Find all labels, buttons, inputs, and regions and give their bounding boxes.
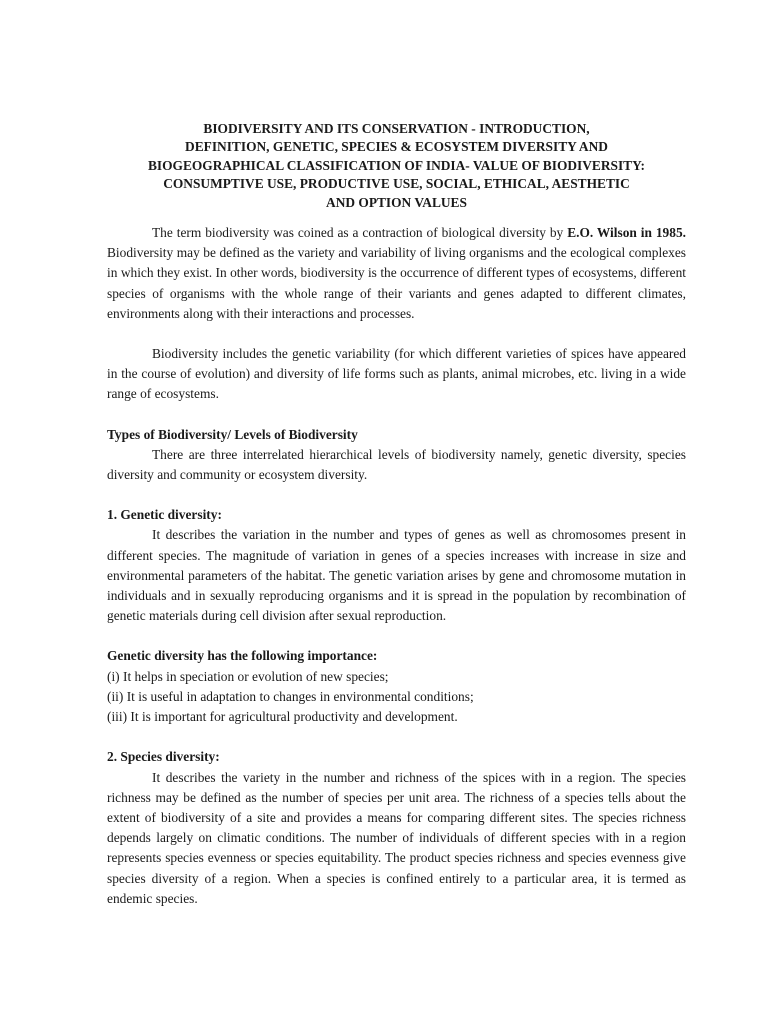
list-item: (i) It helps in speciation or evolution of new species; [107,668,389,684]
title-line: BIODIVERSITY AND ITS CONSERVATION - INTRODUCTION, [203,121,590,136]
genetic-importance-heading: Genetic diversity has the following importance: [107,648,378,664]
spacer [107,405,686,425]
spacer [107,727,686,747]
spacer [107,485,686,505]
title-line: BIOGEOGRAPHICAL CLASSIFICATION OF INDIA- VALUE OF BIODIVERSITY: [147,157,646,173]
document-title [107,120,686,212]
intro-text-rest: Biodiversity may be defined as the variety and variability of living organisms and the ecological complexes in which they exist. In other words, biodiversity is the occurrence of different types of ecosystems, different species of organisms with the whole range of their variants and genes adapted to different climates, environments along with their interactions and processes. [107,245,686,321]
title-line: CONSUMPTIVE USE, PRODUCTIVE USE, SOCIAL, ETHICAL, AESTHETIC [163,176,630,192]
spacer [107,626,686,646]
types-heading: Types of Biodiversity/ Levels of Biodiversity [107,426,358,442]
list-item: (iii) It is important for agricultural productivity and development. [107,709,458,725]
title-line: DEFINITION, GENETIC, SPECIES & ECOSYSTEM DIVERSITY AND [185,139,608,155]
species-heading: 2. Species diversity: [107,749,220,765]
list-item: (ii) It is useful in adaptation to changes in environmental conditions; [107,688,474,704]
intro-paragraph-1 [107,223,686,324]
intro-text-start: The term biodiversity was coined as a contraction of biological diversity by [152,225,568,241]
types-paragraph: There are three interrelated hierarchical levels of biodiversity namely, genetic diversity, species diversity and community or ecosystem diversity. [107,446,686,483]
species-paragraph: It describes the variety in the number and richness of the spices with in a region. The species richness may be defined as the number of species per unit area. The richness of a species tells about the extent of biodiversity of a site and provides a means for comparing different sites. The species richness depends largely on climatic conditions. The number of individuals of different species with in a region represents species evenness or species equitability. The product species richness and species evenness give species diversity of a region. When a species is confined entirely to a particular area, it is termed as endemic species. [107,769,686,906]
author-name: E.O. Wilson in 1985. [567,225,686,241]
genetic-paragraph: It describes the variation in the number and types of genes as well as chromosomes present in different species. The magnitude of variation in genes of a species increases with increase in size and environmental parameters of the habitat. The genetic variation arises by gene and chromosome mutation in individuals and in sexually reproducing organisms and it is spread in the population by recombination of genetic materials during cell division after sexual reproduction. [107,527,686,624]
intro-paragraph-2: Biodiversity includes the genetic variability (for which different varieties of spices have appeared in the course of evolution) and diversity of life forms such as plants, animal microbes, etc. living in a wide range of ecosystems. [107,346,686,402]
spacer [107,324,686,344]
title-line: AND OPTION VALUES [326,194,467,210]
document-page [107,120,686,909]
genetic-heading: 1. Genetic diversity: [107,507,222,523]
